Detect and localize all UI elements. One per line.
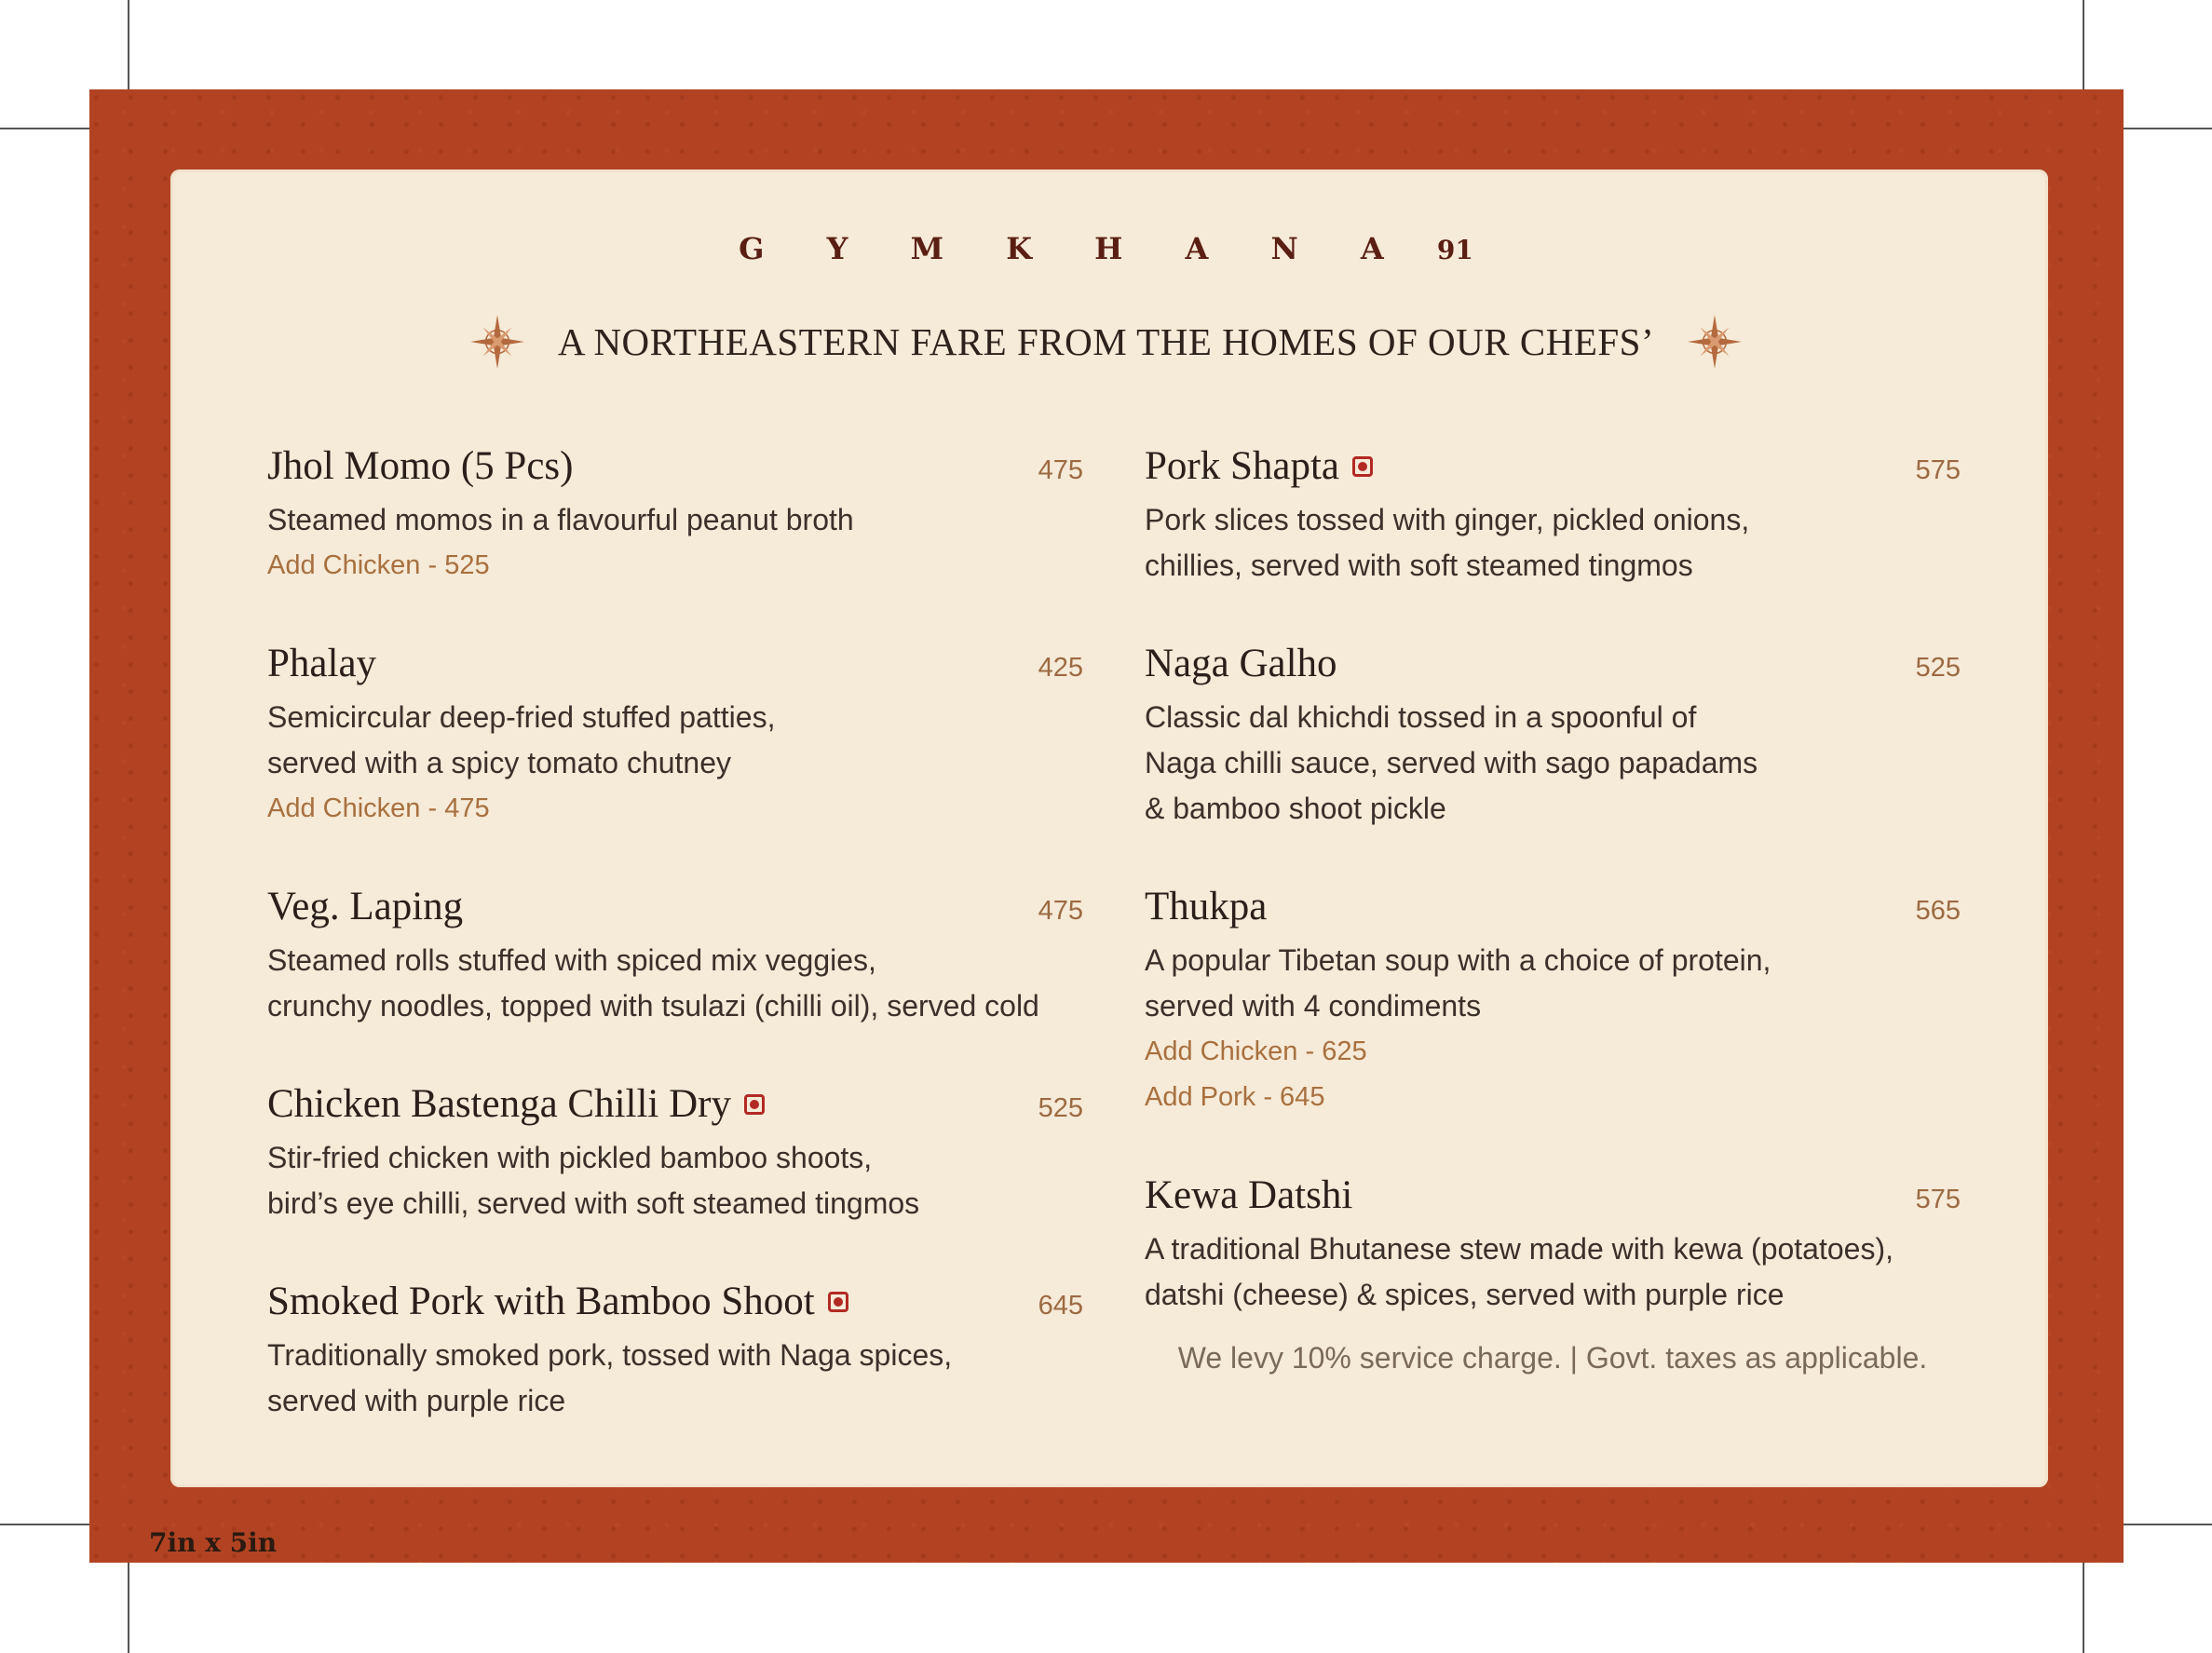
menu-item: [267, 884, 1083, 1029]
compass-icon: [468, 313, 526, 371]
menu-item-header: [267, 1081, 1083, 1135]
menu-item-name: [267, 641, 376, 686]
menu-item-name-text: Kewa Datshi: [1145, 1173, 1353, 1217]
menu-item-description: Steamed rolls stuffed with spiced mix veggies,: [267, 943, 876, 977]
menu-item-price: 525: [1915, 653, 1961, 683]
menu-item-description: Semicircular deep-fried stuffed patties,: [267, 700, 776, 734]
menu-item-addon: Add Pork - 645: [1145, 1082, 1325, 1112]
menu-column-left: [267, 443, 1083, 1476]
crop-mark: [128, 1549, 129, 1653]
menu-item-name-text: Veg. Laping: [267, 885, 464, 928]
menu-item: [1145, 1172, 1961, 1318]
menu-item-name: [1145, 884, 1267, 929]
menu-item: [267, 1081, 1083, 1226]
menu-item-name-text: Chicken Bastenga Chilli Dry: [267, 1082, 732, 1126]
menu-item-description: & bamboo shoot pickle: [1145, 792, 1446, 825]
menu-item-header: [1145, 1172, 1961, 1226]
menu-item: [1145, 641, 1961, 832]
menu-item-name: [1145, 443, 1373, 489]
menu-item: [267, 641, 1083, 832]
menu-item-description: served with 4 condiments: [1145, 989, 1482, 1023]
non-veg-icon: [1352, 456, 1373, 477]
menu-item-description: A traditional Bhutanese stew made with kewa (potatoes),: [1145, 1232, 1893, 1266]
menu-item-name-text: Naga Galho: [1145, 642, 1337, 685]
menu-item-addon: Add Chicken - 525: [267, 550, 490, 580]
menu-item-description: Traditionally smoked pork, tossed with Naga spices,: [267, 1338, 953, 1372]
menu-subtitle: A NORTHEASTERN FARE FROM THE HOMES OF OUR CHEFS’: [557, 320, 1655, 363]
menu-item-name: [267, 1279, 848, 1324]
service-charge-note: We levy 10% service charge. | Govt. taxes as applicable.: [1177, 1341, 1928, 1375]
menu-item-price: 645: [1038, 1291, 1083, 1321]
menu-item-description: served with a spicy tomato chutney: [267, 746, 732, 779]
menu-item-header: [267, 641, 1083, 695]
crop-mark: [2083, 1549, 2084, 1653]
menu-item-description: Pork slices tossed with ginger, pickled onions,: [1145, 503, 1750, 536]
menu-item: [1145, 884, 1961, 1120]
menu-item-price: 475: [1038, 455, 1083, 485]
menu-item-name-text: Smoked Pork with Bamboo Shoot: [267, 1280, 815, 1323]
menu-item-name-text: Thukpa: [1145, 885, 1268, 928]
menu-item-name-text: Phalay: [267, 642, 377, 685]
menu-item-description: datshi (cheese) & spices, served with purple rice: [1145, 1278, 1785, 1311]
menu-item-name: [1145, 1172, 1352, 1218]
menu-item-name-text: Jhol Momo (5 Pcs): [267, 444, 574, 488]
menu-item-price: 525: [1038, 1093, 1083, 1123]
menu-item-description: Steamed momos in a flavourful peanut broth: [267, 503, 854, 536]
menu-item-price: 565: [1915, 896, 1961, 926]
brand-number: 91: [1436, 235, 1473, 265]
menu-item-price: 575: [1915, 1185, 1961, 1214]
menu-item-header: [1145, 641, 1961, 695]
print-size-label: 7in x 5in: [149, 1527, 278, 1558]
menu-item-name: [267, 443, 573, 489]
menu-item-description: served with purple rice: [267, 1384, 566, 1417]
menu-item-addon: Add Chicken - 475: [267, 793, 490, 823]
non-veg-icon: [744, 1094, 765, 1115]
menu-item-description: A popular Tibetan soup with a choice of protein,: [1145, 943, 1771, 977]
menu-item-name: [1145, 641, 1337, 686]
compass-icon: [1686, 313, 1744, 371]
menu-item-addon: Add Chicken - 625: [1145, 1037, 1367, 1066]
menu-item-price: 425: [1038, 653, 1083, 683]
menu-item-description: Stir-fried chicken with pickled bamboo shoots,: [267, 1141, 873, 1174]
brand-name: G Y M K H A N A: [739, 231, 1410, 266]
menu-item-name: [267, 884, 463, 929]
menu-item-description: bird’s eye chilli, served with soft steamed tingmos: [267, 1186, 920, 1220]
brand-logo: [0, 231, 2212, 266]
menu-item-price: 575: [1915, 455, 1961, 485]
menu-item-description: Classic dal khichdi tossed in a spoonful of: [1145, 700, 1697, 734]
menu-item: [267, 1279, 1083, 1424]
non-veg-icon: [828, 1292, 848, 1312]
menu-item-description: Naga chilli sauce, served with sago papadams: [1145, 746, 1758, 779]
menu-item: [1145, 443, 1961, 589]
menu-item-description: crunchy noodles, topped with tsulazi (chilli oil), served cold: [267, 989, 1039, 1023]
menu-item-price: 475: [1038, 896, 1083, 926]
menu-item-name: [267, 1081, 765, 1127]
menu-item-header: [267, 443, 1083, 497]
menu-item-header: [1145, 443, 1961, 497]
menu-item-header: [267, 884, 1083, 938]
menu-item-header: [267, 1279, 1083, 1333]
menu-item: [267, 443, 1083, 589]
menu-item-description: chillies, served with soft steamed tingmos: [1145, 549, 1693, 582]
menu-column-right: [1145, 443, 1961, 1370]
menu-item-name-text: Pork Shapta: [1145, 444, 1340, 488]
subtitle-row: [0, 313, 2212, 371]
menu-item-header: [1145, 884, 1961, 938]
